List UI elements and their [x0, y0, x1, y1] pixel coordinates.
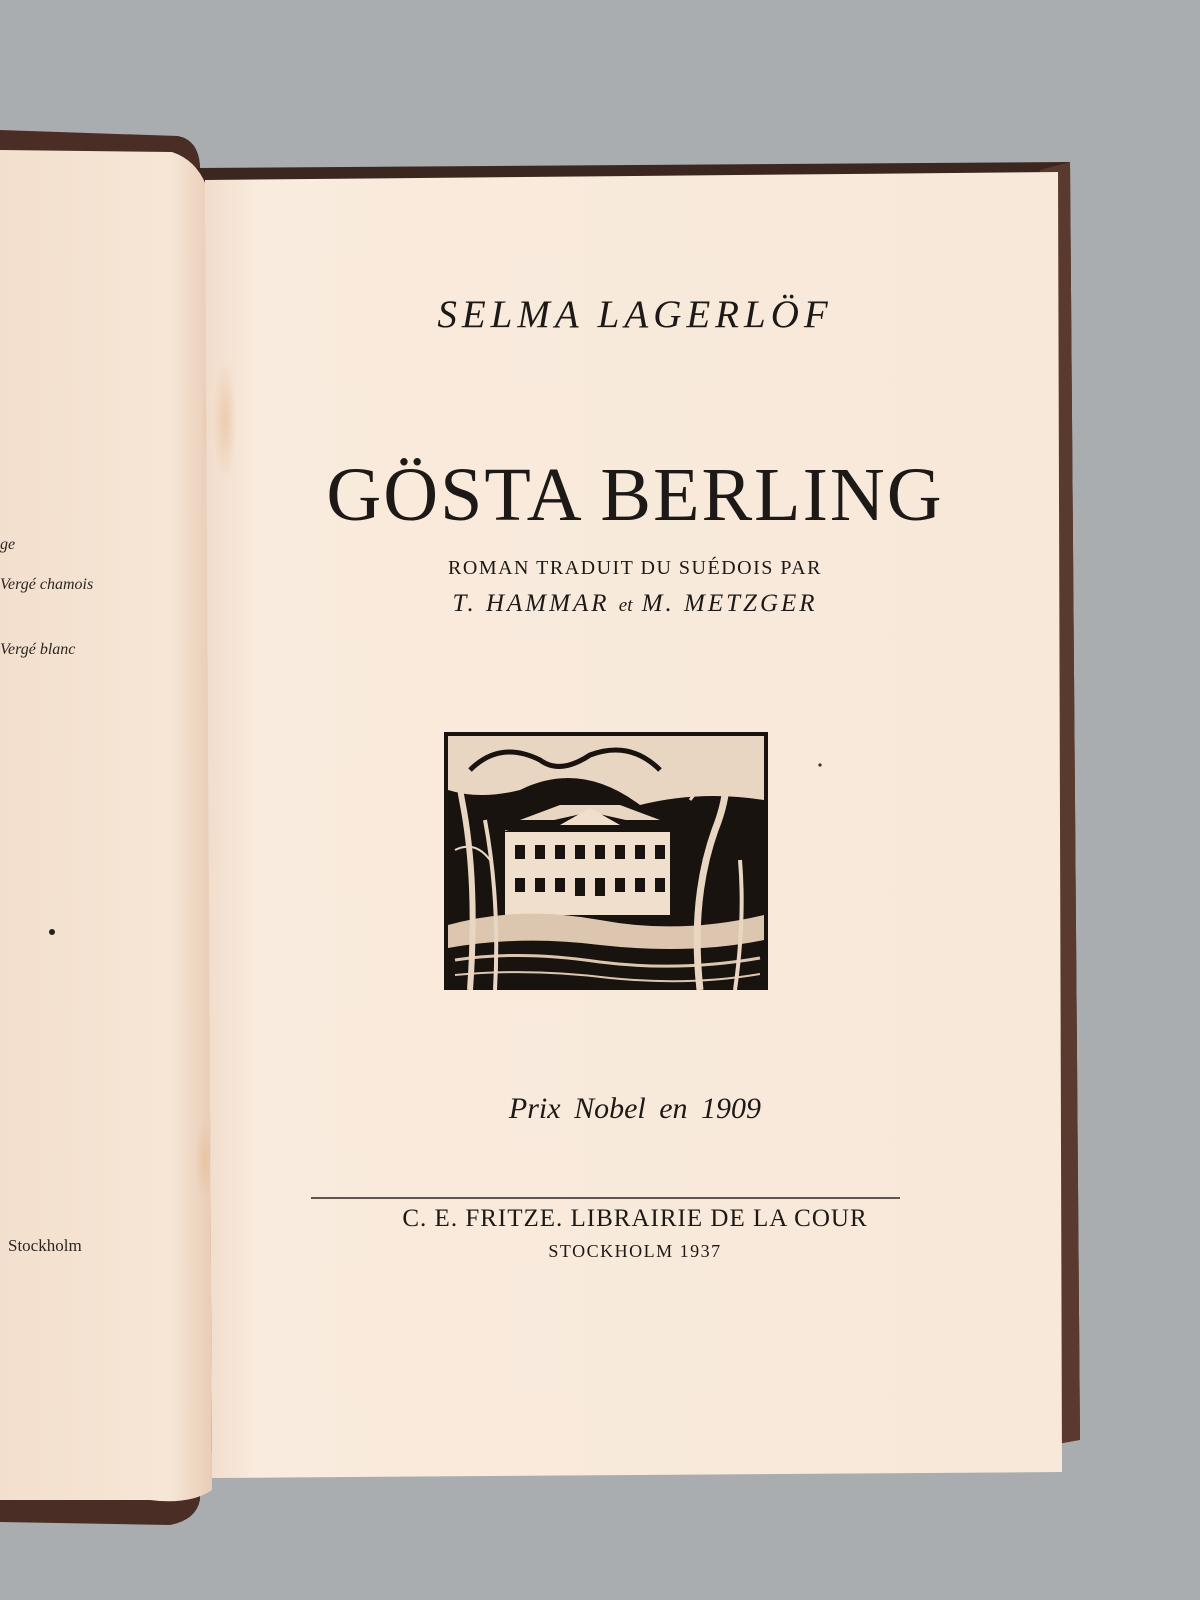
facing-page-line: ge — [0, 536, 16, 553]
translators — [212, 590, 1058, 618]
woodcut-illustration — [444, 732, 768, 990]
book-title: GÖSTA BERLING — [326, 453, 944, 537]
facing-page-line: Vergé chamois — [0, 576, 94, 593]
translator-2: M. METZGER — [641, 590, 818, 617]
ink-dot — [49, 929, 55, 935]
place-year: STOCKHOLM 1937 — [548, 1241, 722, 1261]
facing-page-line: Vergé blanc — [0, 641, 76, 658]
translator-1: T. HAMMAR — [452, 590, 610, 617]
publisher: C. E. FRITZE. LIBRAIRIE DE LA COUR — [402, 1205, 868, 1232]
translator-joiner: et — [618, 595, 633, 616]
facing-page-line: Stockholm — [8, 1236, 82, 1255]
subtitle: ROMAN TRADUIT DU SUÉDOIS PAR — [448, 557, 822, 579]
prize-line: Prix Nobel en 1909 — [508, 1092, 762, 1125]
left-page — [0, 150, 229, 1501]
author-name: SELMA LAGERLÖF — [437, 293, 833, 336]
